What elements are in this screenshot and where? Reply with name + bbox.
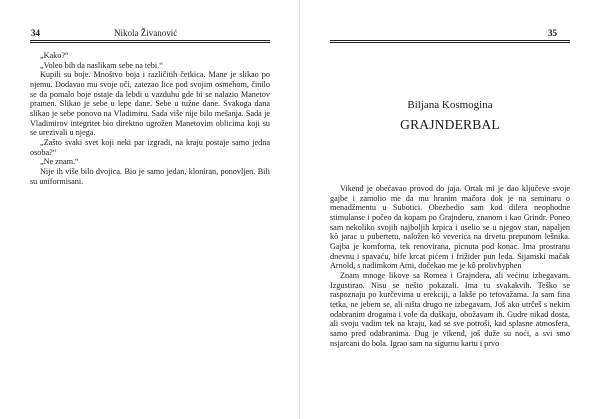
right-body [330,184,570,348]
header-rule [30,40,270,41]
header-rule [330,42,570,43]
right-page [300,0,600,419]
left-body [30,51,270,186]
page-number-left: 34 [31,28,40,38]
paragraph: Kupili su boje. Mnoštvo boja i različitih četkica. Mane je slikao po njemu. Dodavao mu svoje oči, zatezao lice pod svojim osmehom, činilo se da pomalo boje ostaje da lebdi u vazduhu gde bi se nalazio Manetov pramen. Slikao je sebe u lepe dane. Sebe u tužne dane. Svakoga dana slikao je sebe ponovo na Vladimiru. Sada više nije bilo mešanja. Sada je Vladimirov integritet bio direktno ugrožen Manetovim oblicima koji su se urezivali u njega. [30,70,270,138]
paragraph: „Ne znam.“ [40,157,79,167]
paragraph: Nije ih više bilo dvojica. Bio je samo jedan, kloniran, ponovljen. Bili su uniformisani. [30,166,270,186]
paragraph: „Voleo bih da naslikam sebe na tebi.“ [40,60,163,70]
header-rule [330,40,570,41]
paragraph: „Zašto svaki svet koji neki par izgradi, na kraju postaje samo jedna osoba?“ [30,137,270,157]
paragraph: Znam mnoge likove sa Romea i Grajndera, ali većinu izbegavam. Izgustirao. Nisu se nešto pokazali. Ima tu svakakvih. Teško se raspoznaju po kurčevima u erekciji, a lakše po tetovažama. Ja sam fina tetka, ne jebem se, ali ništa drugo ne izbegavam. Još ako utrčeš s nekim odabranim drogama i vole da duškaju, obožavam ih. Gudre nikad dosta, ali svoju vadim tek na kraju, kad se sve potroši, kad splasne atmosfera, samo pred odabranima. Dug je vikend, još duže su noći, a svi smo nsjarcani do bola. Igrao sam na sigurnu kartu i prvo [330,270,570,348]
story-title: GRAJNDERBAL [400,117,500,132]
paragraph: Vikend je obećavao provod do jaja. Ortak mi je dao ključeve svoje gajbe i zamolio me da mu hranim mačora dok je na seminaru o menadžmentu u Subotici. Obezbedio sam kod dilera neophodne stimulanse i počeo da kopam po Grajnderu, znanom i kao Grindr. Poneo sam nekoliko svojih najboljih krpica i uselio se u njegov stan, napaljen kô jarac u pubertetu, naložen kô veverica na drvetu prepunom lešnika. Gajba je komforna, tek renovirana, picnuta pod konac. Ima prostranu dnevnu i spavaću, bife krcat pićem i frižider pun leda. Sijamski mačak Arnold, s nadimkom Arni, dočekao me je kô prolivhyphen [330,184,570,271]
paragraph: „Kako?“ [40,51,69,60]
page-number-right: 35 [548,28,557,38]
running-head: Nikola Živanović [114,28,178,38]
author-name: Biljana Kosmogina [407,99,493,111]
header-rule [30,42,270,43]
